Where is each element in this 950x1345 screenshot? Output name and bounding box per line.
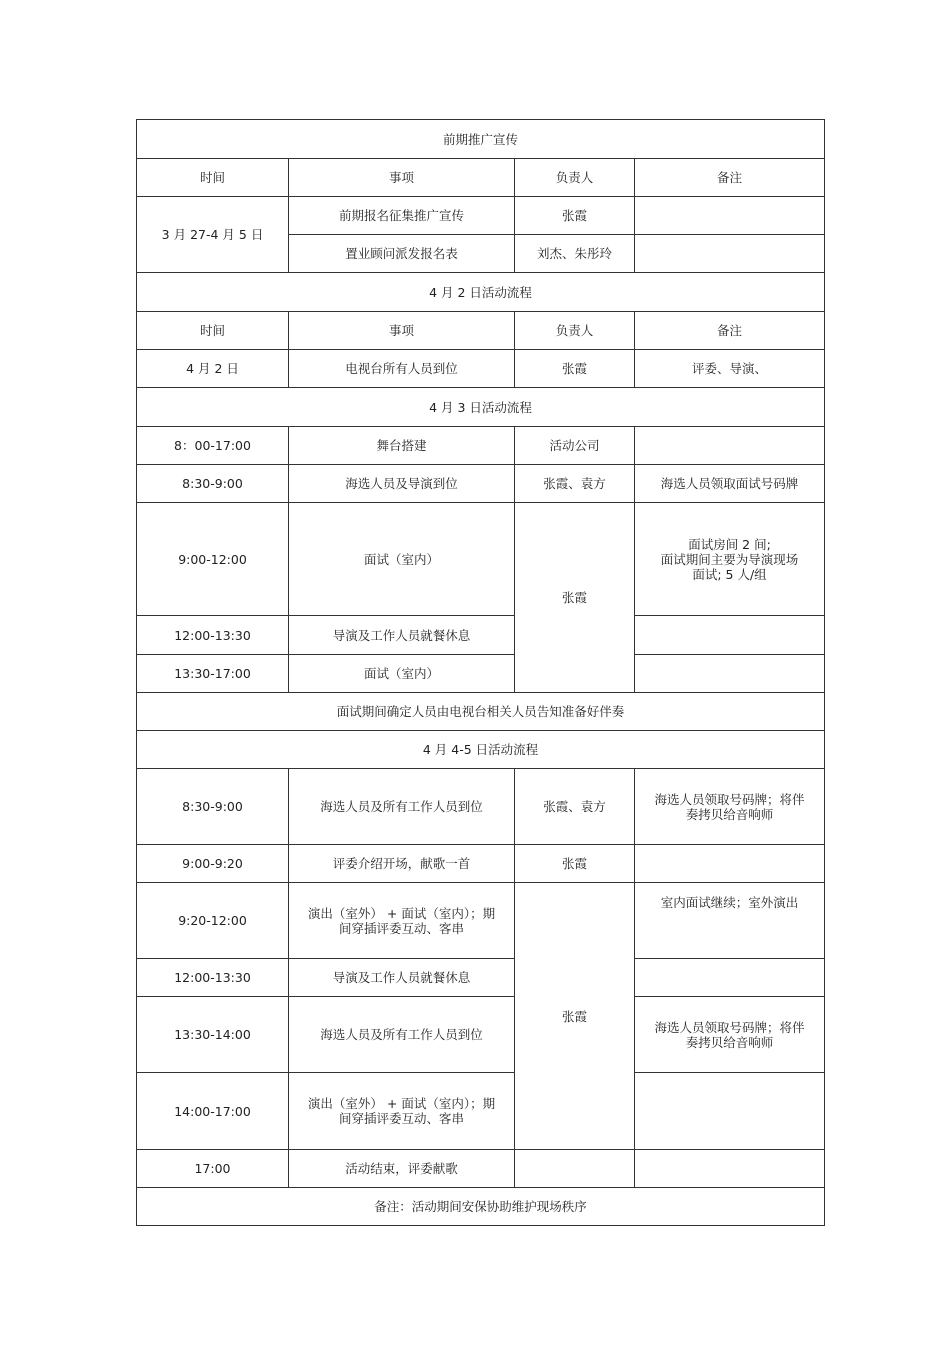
cell-item: 面试（室内） <box>289 503 515 616</box>
cell-note <box>635 197 825 235</box>
cell-item: 海选人员及所有工作人员到位 <box>289 997 515 1073</box>
cell-time: 12:00-13:30 <box>137 616 289 655</box>
section-title: 4 月 3 日活动流程 <box>137 388 825 427</box>
cell-person-merged: 张霞 <box>515 883 635 1150</box>
cell-time: 12:00-13:30 <box>137 959 289 997</box>
item-line: 间穿插评委互动、客串 <box>338 1111 464 1126</box>
cell-item: 导演及工作人员就餐休息 <box>289 616 515 655</box>
cell-item: 海选人员及导演到位 <box>289 465 515 503</box>
cell-time: 4 月 2 日 <box>137 350 289 388</box>
cell-note <box>635 655 825 693</box>
note-line: 面试房间 2 间; <box>688 536 771 552</box>
cell-time: 13:30-17:00 <box>137 655 289 693</box>
cell-time: 9:00-9:20 <box>137 845 289 883</box>
cell-item <box>289 1073 515 1150</box>
cell-item: 置业顾问派发报名表 <box>289 235 515 273</box>
cell-person: 刘杰、朱彤玲 <box>515 235 635 273</box>
cell-note: 评委、导演、 <box>635 350 825 388</box>
cell-time: 8:30-9:00 <box>137 465 289 503</box>
item-line: 演出（室外） + 面试（室内）；期 <box>307 1096 496 1111</box>
cell-time: 8：00-17:00 <box>137 427 289 465</box>
cell-note <box>635 235 825 273</box>
cell-person: 张霞 <box>515 197 635 235</box>
cell-note <box>635 959 825 997</box>
cell-note <box>635 1073 825 1150</box>
cell-note <box>635 997 825 1073</box>
header-item: 事项 <box>289 159 515 197</box>
note-line: 面试期间主要为导演现场 <box>660 551 799 567</box>
footer-note: 备注：活动期间安保协助维护现场秩序 <box>137 1188 825 1226</box>
cell-time: 8:30-9:00 <box>137 769 289 845</box>
cell-time: 13:30-14:00 <box>137 997 289 1073</box>
cell-item: 前期报名征集推广宣传 <box>289 197 515 235</box>
cell-note <box>635 769 825 845</box>
cell-person: 张霞 <box>515 845 635 883</box>
cell-note <box>635 845 825 883</box>
note-line: 海选人员领取号码牌；将伴 <box>654 791 805 807</box>
cell-item: 面试（室内） <box>289 655 515 693</box>
note-line: 奏拷贝给音响师 <box>685 1034 774 1050</box>
cell-note <box>635 616 825 655</box>
header-person: 负责人 <box>515 159 635 197</box>
header-time: 时间 <box>137 312 289 350</box>
cell-time: 14:00-17:00 <box>137 1073 289 1150</box>
cell-person: 活动公司 <box>515 427 635 465</box>
cell-note: 室内面试继续；室外演出 <box>635 883 825 959</box>
cell-time: 9:20-12:00 <box>137 883 289 959</box>
cell-time: 9:00-12:00 <box>137 503 289 616</box>
cell-item <box>289 883 515 959</box>
cell-item: 导演及工作人员就餐休息 <box>289 959 515 997</box>
header-note: 备注 <box>635 159 825 197</box>
header-person: 负责人 <box>515 312 635 350</box>
cell-item: 舞台搭建 <box>289 427 515 465</box>
cell-person <box>515 1150 635 1188</box>
cell-item: 电视台所有人员到位 <box>289 350 515 388</box>
item-line: 间穿插评委互动、客串 <box>338 920 464 936</box>
note-line: 面试; 5 人/组 <box>692 566 767 582</box>
cell-time: 3 月 27-4 月 5 日 <box>137 197 289 273</box>
cell-item: 活动结束，评委献歌 <box>289 1150 515 1188</box>
cell-note <box>635 427 825 465</box>
section-title: 前期推广宣传 <box>137 120 825 159</box>
section-footer-note: 面试期间确定人员由电视台相关人员告知准备好伴奏 <box>137 693 825 731</box>
cell-time: 17:00 <box>137 1150 289 1188</box>
header-item: 事项 <box>289 312 515 350</box>
cell-person-merged: 张霞 <box>515 503 635 693</box>
note-line: 海选人员领取号码牌；将伴 <box>654 1019 805 1035</box>
cell-item: 海选人员及所有工作人员到位 <box>289 769 515 845</box>
cell-note: 海选人员领取面试号码牌 <box>635 465 825 503</box>
header-time: 时间 <box>137 159 289 197</box>
note-line: 奏拷贝给音响师 <box>685 806 774 822</box>
cell-person: 张霞、袁方 <box>515 769 635 845</box>
cell-item: 评委介绍开场，献歌一首 <box>289 845 515 883</box>
schedule-table <box>136 119 825 1226</box>
cell-note <box>635 1150 825 1188</box>
section-title: 4 月 2 日活动流程 <box>137 273 825 312</box>
header-note: 备注 <box>635 312 825 350</box>
cell-person: 张霞、袁方 <box>515 465 635 503</box>
item-line: 演出（室外） + 面试（室内）；期 <box>307 905 496 921</box>
section-title: 4 月 4-5 日活动流程 <box>137 731 825 769</box>
cell-person: 张霞 <box>515 350 635 388</box>
cell-note <box>635 503 825 616</box>
